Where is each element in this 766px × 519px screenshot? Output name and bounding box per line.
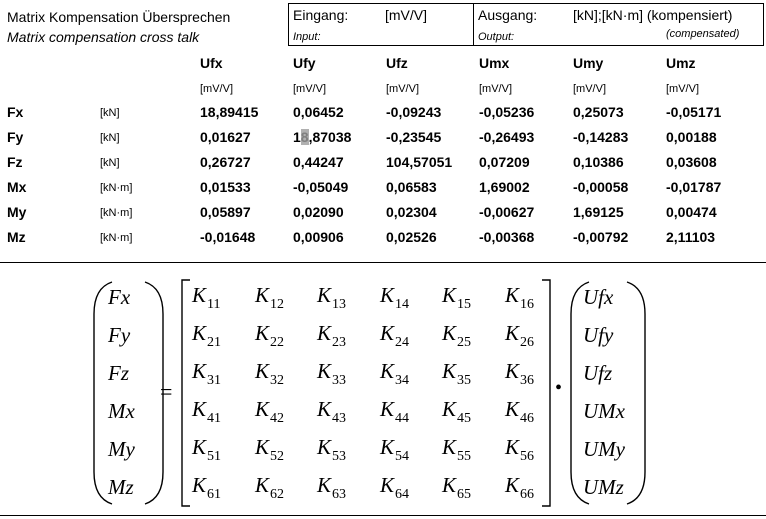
vector-right-ufx: Ufx <box>583 285 614 309</box>
matrix-entry-k66: $K_{66}$ <box>505 473 535 502</box>
matrix-entry-k54: $K_{54}$ <box>380 435 410 464</box>
matrix-entry-k44: $K_{44}$ <box>380 397 410 426</box>
matrix-entry-k23: $K_{23}$ <box>317 321 347 350</box>
table-cell: 0,06452 <box>293 104 344 120</box>
vector-left-fy: Fy <box>108 323 131 347</box>
vector-right-umz: UMz <box>583 475 624 499</box>
vector-left-fx: Fx <box>108 285 131 309</box>
table-cell: -0,01787 <box>666 179 722 195</box>
matrix-entry-k41: $K_{41}$ <box>192 397 222 426</box>
input-label: Eingang: <box>293 7 349 23</box>
vector-left-fz: Fz <box>108 361 129 385</box>
table-cell: -0,26493 <box>479 129 535 145</box>
table-cell: 2,11103 <box>666 229 716 245</box>
output-sublabel: Output: <box>478 31 515 43</box>
column-header-ufy: Ufy <box>293 55 316 71</box>
row-label-mx: Mx <box>7 179 27 195</box>
row-label-fy: Fy <box>7 129 24 145</box>
row-unit: [kN] <box>100 107 120 119</box>
table-cell: -0,00627 <box>479 204 535 220</box>
table-cell: 0,00188 <box>666 129 717 145</box>
equals-sign: = <box>160 379 173 404</box>
title-english: Matrix compensation cross talk <box>7 29 200 45</box>
matrix-entry-k56: $K_{56}$ <box>505 435 535 464</box>
table-cell: -0,00792 <box>573 229 629 245</box>
matrix-entry-k53: $K_{53}$ <box>317 435 347 464</box>
table-cell: 0,02304 <box>386 204 437 220</box>
matrix-entry-k24: $K_{24}$ <box>380 321 410 350</box>
matrix-entry-k26: $K_{26}$ <box>505 321 535 350</box>
table-cell: 0,44247 <box>293 154 344 170</box>
output-sublabel-compensated: (compensated) <box>666 28 740 40</box>
matrix-entry-k52: $K_{52}$ <box>255 435 285 464</box>
column-unit: [mV/V] <box>573 83 607 95</box>
matrix-entry-k51: $K_{51}$ <box>192 435 222 464</box>
column-header-umz: Umz <box>666 55 696 71</box>
matrix-entry-k34: $K_{34}$ <box>380 359 410 388</box>
table-cell: -0,05236 <box>479 104 535 120</box>
table-cell: -0,00058 <box>573 179 629 195</box>
table-cell: -0,01648 <box>200 229 256 245</box>
table-cell: 0,03608 <box>666 154 717 170</box>
matrix-entry-k63: $K_{63}$ <box>317 473 347 502</box>
table-cell: -0,05049 <box>293 179 349 195</box>
multiplication-dot: • <box>555 377 563 399</box>
matrix-entry-k32: $K_{32}$ <box>255 359 285 388</box>
column-header-umy: Umy <box>573 55 604 71</box>
divider-top <box>0 262 766 263</box>
matrix-entry-k64: $K_{64}$ <box>380 473 410 502</box>
column-unit: [mV/V] <box>386 83 420 95</box>
table-cell: 0,10386 <box>573 154 624 170</box>
table-cell: -0,09243 <box>386 104 442 120</box>
table-cell: 0,00906 <box>293 229 344 245</box>
matrix-entry-k14: $K_{14}$ <box>380 283 410 312</box>
column-header-ufx: Ufx <box>200 55 223 71</box>
matrix-entry-k62: $K_{62}$ <box>255 473 285 502</box>
table-cell: 0,01627 <box>200 129 251 145</box>
matrix-entry-k22: $K_{22}$ <box>255 321 285 350</box>
matrix-entry-k43: $K_{43}$ <box>317 397 347 426</box>
title-german: Matrix Kompensation Übersprechen <box>7 9 231 25</box>
matrix-entry-k65: $K_{65}$ <box>442 473 472 502</box>
table-cell: -0,23545 <box>386 129 442 145</box>
matrix-entry-k42: $K_{42}$ <box>255 397 285 426</box>
table-cell: 0,02526 <box>386 229 437 245</box>
vector-right-ufy: Ufy <box>583 323 614 347</box>
column-unit: [mV/V] <box>666 83 700 95</box>
row-unit: [kN] <box>100 157 120 169</box>
table-cell: 0,26727 <box>200 154 251 170</box>
column-header-ufz: Ufz <box>386 55 408 71</box>
table-cell: 0,01533 <box>200 179 251 195</box>
row-unit: [kN·m] <box>100 207 133 219</box>
input-unit: [mV/V] <box>385 7 428 23</box>
matrix-entry-k55: $K_{55}$ <box>442 435 472 464</box>
table-cell: 1,69002 <box>479 179 530 195</box>
matrix-entry-k61: $K_{61}$ <box>192 473 222 502</box>
column-header-umx: Umx <box>479 55 510 71</box>
row-unit: [kN·m] <box>100 232 133 244</box>
table-cell: 1,69125 <box>573 204 624 220</box>
matrix-entry-k46: $K_{46}$ <box>505 397 535 426</box>
row-label-fz: Fz <box>7 154 23 170</box>
row-label-mz: Mz <box>7 229 26 245</box>
table-cell: 0,07209 <box>479 154 530 170</box>
row-label-fx: Fx <box>7 104 24 120</box>
vector-left-mz: Mz <box>108 475 134 499</box>
table-cell: -0,00368 <box>479 229 535 245</box>
input-sublabel: Input: <box>293 31 321 43</box>
table-cell-text: 18,87038 <box>293 129 352 145</box>
matrix-entry-k35: $K_{35}$ <box>442 359 472 388</box>
table-cell: -0,14283 <box>573 129 629 145</box>
matrix-entry-k11: $K_{11}$ <box>192 283 221 312</box>
matrix-entry-k16: $K_{16}$ <box>505 283 535 312</box>
row-unit: [kN·m] <box>100 182 133 194</box>
vector-left-my: My <box>108 437 135 461</box>
column-unit: [mV/V] <box>293 83 327 95</box>
table-cell-selected[interactable] <box>293 129 351 145</box>
table-cell: 0,02090 <box>293 204 344 220</box>
vector-right-umy: UMy <box>583 437 625 461</box>
text-selection-highlight: 8 <box>300 129 309 145</box>
table-cell: 18,89415 <box>200 104 259 120</box>
row-unit: [kN] <box>100 132 120 144</box>
table-cell: 0,06583 <box>386 179 437 195</box>
table-cell: -0,05171 <box>666 104 722 120</box>
column-unit: [mV/V] <box>479 83 513 95</box>
table-cell: 104,57051 <box>386 154 453 170</box>
matrix-entry-k31: $K_{31}$ <box>192 359 222 388</box>
table-cell: 0,00474 <box>666 204 717 220</box>
vector-right-umx: UMx <box>583 399 625 423</box>
table-cell: 0,05897 <box>200 204 251 220</box>
matrix-entry-k45: $K_{45}$ <box>442 397 472 426</box>
output-unit: [kN];[kN·m] (kompensiert) <box>573 7 733 23</box>
matrix-entry-k21: $K_{21}$ <box>192 321 222 350</box>
vector-left-mx: Mx <box>108 399 135 423</box>
row-label-my: My <box>7 204 27 220</box>
matrix-entry-k12: $K_{12}$ <box>255 283 285 312</box>
vector-right-ufz: Ufz <box>583 361 613 385</box>
matrix-entry-k33: $K_{33}$ <box>317 359 347 388</box>
table-cell: 0,25073 <box>573 104 624 120</box>
divider-bottom <box>0 515 766 516</box>
column-unit: [mV/V] <box>200 83 234 95</box>
matrix-entry-k15: $K_{15}$ <box>442 283 472 312</box>
matrix-entry-k36: $K_{36}$ <box>505 359 535 388</box>
matrix-entry-k25: $K_{25}$ <box>442 321 472 350</box>
matrix-entry-k13: $K_{13}$ <box>317 283 347 312</box>
output-label: Ausgang: <box>478 7 538 23</box>
